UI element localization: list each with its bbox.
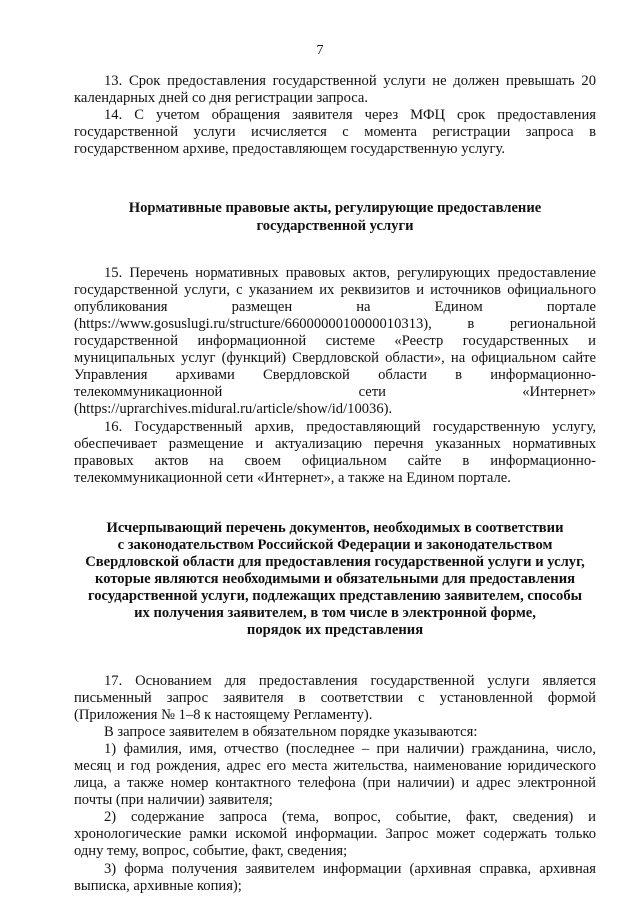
list-item-2: 2) содержание запроса (тема, вопрос, событие, факт, сведения) и хронологические рамки искомой информации. Запрос может содержать только одну тему, вопрос, событие, факт, сведения;: [74, 809, 596, 860]
paragraph-17: 17. Основанием для предоставления государственной услуги является письменный запрос заявителя в соответствии с установленной формой (Приложения № 1–8 к настоящему Регламенту).: [74, 672, 596, 723]
heading-line: которые являются необходимыми и обязательными для предоставления: [95, 571, 575, 588]
heading-line: государственной услуги, подлежащих представлению заявителем, способы: [87, 588, 583, 605]
paragraph-17-intro: В запросе заявителем в обязательном порядке указываются:: [104, 723, 478, 740]
heading-line: Свердловской области для предоставления государственной услуги и услуг,: [85, 554, 585, 571]
heading-line: их получения заявителем, в том числе в электронной форме,: [134, 605, 536, 622]
heading-line: Нормативные правовые акты, регулирующие предоставление: [128, 200, 542, 217]
heading-line: с законодательством Российской Федерации и законодательством: [117, 536, 553, 553]
page-number: 7: [316, 43, 324, 58]
section-heading-documents: [74, 520, 596, 640]
heading-line: порядок их представления: [246, 622, 424, 639]
paragraph-16: 16. Государственный архив, предоставляющий государственную услугу, обеспечивает размещение и актуализацию перечня указанных нормативных правовых актов на своем официальном сайте в информационно-телекоммуникационной сети «Интернет», а также на Едином портале.: [74, 418, 596, 486]
list-item-3: 3) форма получения заявителем информации (архивная справка, архивная выписка, архивные копия);: [74, 860, 596, 894]
paragraph-14: 14. С учетом обращения заявителя через МФЦ срок предоставления государственной услуги исчисляется с момента регистрации запроса в государственном архиве, предоставляющем государственную услугу.: [74, 107, 596, 158]
list-item-1: 1) фамилия, имя, отчество (последнее – при наличии) гражданина, число, месяц и год рождения, адрес его места жительства, наименование юридического лица, а также номер контактного телефона (при наличии) и адрес электронной почты (при наличии) заявителя;: [74, 740, 596, 809]
page-content: [74, 73, 596, 895]
section-heading-legal-acts: [100, 200, 570, 234]
paragraph-15: 15. Перечень нормативных правовых актов, регулирующих предоставление государственной услуги, с указанием их реквизитов и источников официального опубликования размещен на Едином портале (https://www.gosuslugi.ru/structure/6600000010000010313), в региональной государственной информационной системе «Реестр государственных и муниципальных услуг (функций) Свердловской области», на официальном сайте Управления архивами Свердловской области в информационно-телекоммуникационной сети «Интернет» (https://uprarchives.midural.ru/article/show/id/10036).: [74, 264, 596, 418]
paragraph-13: 13. Срок предоставления государственной услуги не должен превышать 20 календарных дней со дня регистрации запроса.: [74, 73, 596, 107]
heading-line: государственной услуги: [256, 217, 414, 234]
heading-line: Исчерпывающий перечень документов, необходимых в соответствии: [106, 519, 564, 536]
